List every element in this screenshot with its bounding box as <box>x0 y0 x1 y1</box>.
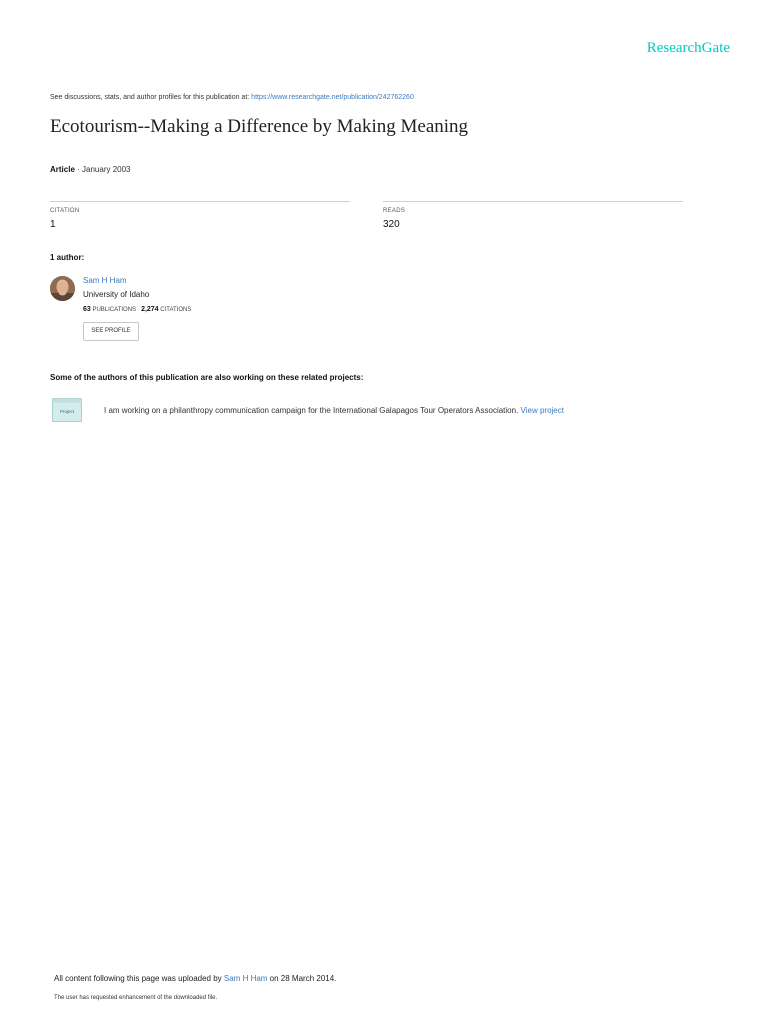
related-projects-heading: Some of the authors of this publication are also working on these related projects: <box>50 373 364 382</box>
discussion-line <box>50 94 414 101</box>
upload-info <box>54 974 336 983</box>
authors-heading: 1 author: <box>50 253 85 262</box>
author-institution: University of Idaho <box>83 290 150 299</box>
uploader-link[interactable]: Sam H Ham <box>223 974 268 983</box>
publications-label: PUBLICATIONS <box>92 307 137 313</box>
project-text: I am working on a philanthropy communication campaign for the International Galapagos Tour Operators Association. <box>104 406 521 415</box>
publications-count: 63 <box>83 306 91 313</box>
citation-label: CITATION <box>50 208 80 214</box>
author-photo-icon <box>50 276 75 301</box>
publication-url-link[interactable]: https://www.researchgate.net/publication/242762260 <box>251 94 414 101</box>
reads-label: READS <box>383 208 406 214</box>
author-name-link[interactable]: Sam H Ham <box>83 276 127 285</box>
project-folder-icon[interactable] <box>52 398 82 422</box>
reads-divider <box>383 201 683 202</box>
reads-value: 320 <box>383 219 400 230</box>
publication-title: Ecotourism--Making a Difference by Making Meaning <box>50 116 469 137</box>
author-stats <box>83 306 191 313</box>
citation-value: 1 <box>50 219 56 230</box>
researchgate-logo[interactable]: ResearchGate <box>646 40 730 56</box>
article-date: · January 2003 <box>74 165 131 174</box>
view-project-link[interactable]: View project <box>520 406 564 415</box>
enhancement-note: The user has requested enhancement of the downloaded file. <box>54 995 218 1001</box>
upload-suffix: on 28 March 2014. <box>267 974 337 983</box>
project-description <box>104 406 564 415</box>
discussion-text: See discussions, stats, and author profiles for this publication at: <box>50 94 252 101</box>
avatar[interactable] <box>50 276 75 301</box>
citations-label: CITATIONS <box>160 307 192 313</box>
project-icon-label: Project <box>59 409 75 414</box>
citation-divider <box>50 201 350 202</box>
citations-count: 2,274 <box>141 306 159 313</box>
see-profile-button[interactable]: SEE PROFILE <box>83 322 139 341</box>
upload-prefix: All content following this page was uploaded by <box>54 974 224 983</box>
article-type: Article <box>50 165 75 174</box>
article-meta <box>50 165 131 174</box>
